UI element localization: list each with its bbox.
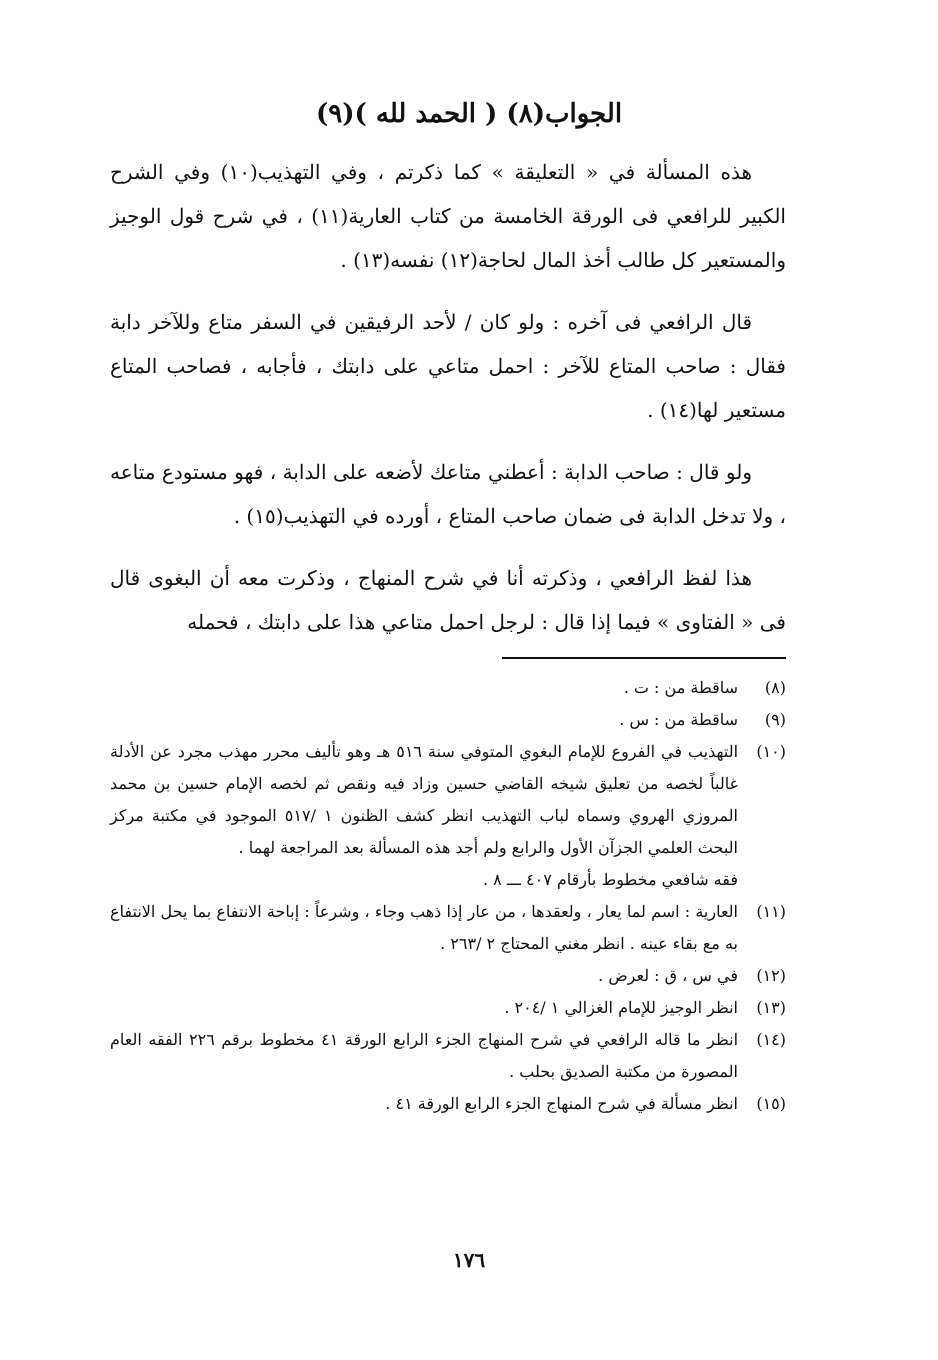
footnote-number: (١٠) (756, 742, 786, 761)
footnote-number: (١٥) (756, 1094, 786, 1113)
footnote-9 (110, 704, 786, 736)
main-text (110, 150, 786, 662)
footnote-number: (١٢) (756, 966, 786, 985)
footnote-text: التهذيب في الفروع للإمام البغوي المتوفي سنة ٥١٦ هـ وهو تأليف محرر مهذب مجرد عن الأدلة غالباً لخصه من تعليق شيخه القاضي حسين وزاد فيه ونقص ثم لخصه الإمام حسين بن محمد المروزي الهروي وسماه لباب التهذيب انظر كشف الظنون ١ /٥١٧ الموجود في مكتبة مركز البحث العلمي الجزآن الأول والرابع ولم أجد هذه المسألة بعد المراجعة لهما . (110, 742, 739, 857)
footnote-10-continuation: فقه شافعي مخطوط بأرقام ٤٠٧ ـــ ٨ . (483, 870, 738, 889)
paragraph: هذه المسألة في « التعليقة » كما ذكرتم ، وفي التهذيب(١٠) وفي الشرح الكبير للرافعي فى الورقة الخامسة من كتاب العارية(١١) ، في شرح قول الوجيز والمستعير كل طالب أخذ المال لحاجة(١٢) نفسه(١٣) . (110, 160, 786, 272)
footnote-14 (110, 1024, 786, 1088)
footnote-15 (110, 1088, 786, 1120)
footnote-text: العارية : اسم لما يعار ، ولعقدها ، من عار إذا ذهب وجاء ، وشرعاً : إباحة الانتفاع بما يحل الانتفاع به مع بقاء عينه . انظر مغني المحتاج ٢ /٢٦٣ . (110, 902, 738, 953)
footnote-number: (١١) (756, 902, 786, 921)
page-title: الجواب(٨) ( الحمد لله )(٩) (315, 99, 623, 129)
footnote-number: (٩) (764, 710, 786, 729)
footnote-number: (١٣) (756, 998, 786, 1017)
footnote-number: (١٤) (756, 1030, 786, 1049)
footnote-8 (110, 672, 786, 704)
paragraph: قال الرافعي فى آخره : ولو كان / لأحد الرفيقين في السفر متاع وللآخر دابة فقال : صاحب المتاع للآخر : احمل متاعي على دابتك ، فأجابه ، فصاحب المتاع مستعير لها(١٤) . (110, 310, 786, 422)
footnote-text: ساقطة من : س . (619, 710, 738, 729)
footnote-text: في س ، ق : لعرض . (598, 966, 738, 985)
footnote-number: (٨) (764, 678, 786, 697)
footnote-text: ساقطة من : ت . (623, 678, 738, 697)
footnote-10 (110, 736, 786, 864)
page-number: ١٧٦ (452, 1248, 486, 1272)
footnote-text: انظر مسألة في شرح المنهاج الجزء الرابع الورقة ٤١ . (385, 1094, 738, 1113)
footnote-separator (502, 657, 786, 659)
paragraph: ولو قال : صاحب الدابة : أعطني متاعك لأضعه على الدابة ، فهو مستودع متاعه ، ولا تدخل الدابة فى ضمان صاحب المتاع ، أورده في التهذيب(١٥) . (110, 460, 786, 528)
footnote-11 (110, 896, 786, 960)
footnote-13 (110, 992, 786, 1024)
footnote-12 (110, 960, 786, 992)
footnote-text: انظر الوجيز للإمام الغزالي ١ /٢٠٤ . (504, 998, 738, 1017)
footnote-text: انظر ما قاله الرافعي في شرح المنهاج الجزء الرابع الورقة ٤١ مخطوط برقم ٢٢٦ الفقه العام المصورة من مكتبة الصديق بحلب . (110, 1030, 739, 1081)
paragraph: هذا لفظ الرافعي ، وذكرته أنا في شرح المنهاج ، وذكرت معه أن البغوى قال فى « الفتاوى » فيما إذا قال : لرجل احمل متاعي هذا على دابتك ، فحمله (110, 566, 786, 634)
footnotes (110, 672, 786, 1120)
